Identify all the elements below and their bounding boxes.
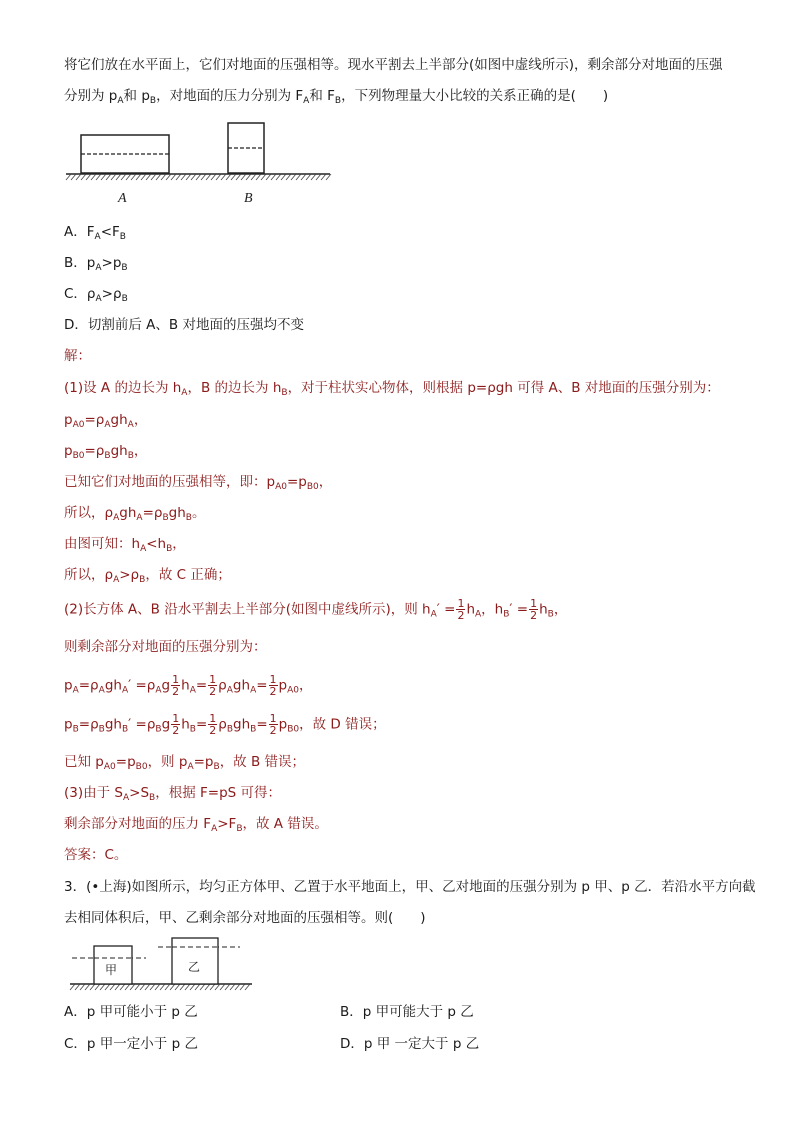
option-b[interactable]: B．$p_A>p_B$ bbox=[64, 255, 128, 273]
q3-option-c[interactable]: C．p 甲一定小于 p 乙 bbox=[64, 1036, 198, 1052]
q3-option-a[interactable]: A．p 甲可能小于 p 乙 bbox=[64, 1004, 198, 1020]
ground-hatch-mark bbox=[170, 984, 175, 990]
ground-hatch-mark bbox=[225, 984, 230, 990]
ground-hatch-mark bbox=[81, 174, 86, 180]
ground-hatch-mark bbox=[110, 984, 115, 990]
ground-hatch-mark bbox=[91, 174, 96, 180]
ground-hatch-mark bbox=[216, 174, 221, 180]
ground-hatch-mark bbox=[145, 984, 150, 990]
fraction-half: $\frac{1}{2}$ bbox=[209, 673, 217, 698]
label-a: A bbox=[118, 191, 127, 206]
remaining-pressure-heading: 则剩余部分对地面的压强分别为： bbox=[64, 639, 267, 655]
ground-hatch-mark bbox=[95, 984, 100, 990]
ground-hatch-mark bbox=[210, 984, 215, 990]
fraction-half: $\frac{1}{2}$ bbox=[269, 673, 277, 698]
ground-hatch-mark bbox=[271, 174, 276, 180]
ground-hatch-mark bbox=[326, 174, 331, 180]
ground-hatch-mark bbox=[301, 174, 306, 180]
ground-hatch-mark bbox=[130, 984, 135, 990]
equation-pa0: $p_{A0}=\rho_Agh_A$， bbox=[64, 412, 148, 430]
ground-hatch-mark bbox=[200, 984, 205, 990]
ground-hatch-mark bbox=[306, 174, 311, 180]
fraction-half: $\frac{1}{2}$ bbox=[457, 597, 465, 622]
ground-hatch-mark bbox=[175, 984, 180, 990]
option-c[interactable]: C．$\rho_A>\rho_B$ bbox=[64, 286, 128, 304]
known-equal-pressure: 已知它们对地面的压强相等，即：$p_{A0}=p_{B0}$， bbox=[64, 474, 333, 492]
ground-hatch-mark bbox=[131, 174, 136, 180]
ground-hatch-mark bbox=[70, 984, 75, 990]
ground-hatch-mark bbox=[166, 174, 171, 180]
ground-hatch-mark bbox=[226, 174, 231, 180]
option-a[interactable]: A．$F_A<F_B$ bbox=[64, 224, 126, 242]
ground-hatch-mark bbox=[90, 984, 95, 990]
ground-hatch-mark bbox=[141, 174, 146, 180]
figure-jia-yi bbox=[64, 936, 264, 996]
solution-step-2: (2)长方体 A、B 沿水平割去上半部分(如图中虚线所示)，则 $h_A'$ = $\frac{1}{2}$ $h_A$，$h_B'$ = $\frac{1}{2}$ $h_B$， bbox=[64, 597, 568, 622]
ground-hatch-mark bbox=[291, 174, 296, 180]
label-b: B bbox=[244, 191, 253, 206]
ground-hatch-mark bbox=[311, 174, 316, 180]
ground-hatch-mark bbox=[160, 984, 165, 990]
ground-hatch-mark bbox=[115, 984, 120, 990]
ground-hatch-mark bbox=[251, 174, 256, 180]
q3-option-d[interactable]: D．p 甲 一定大于 p 乙 bbox=[340, 1036, 480, 1052]
ground-hatch-mark bbox=[230, 984, 235, 990]
ground-hatch-mark bbox=[96, 174, 101, 180]
ground-hatch-mark bbox=[186, 174, 191, 180]
q3-text-line-2: 去相同体积后，甲、乙剩余部分对地面的压强相等。则( ) bbox=[64, 910, 426, 926]
ground-hatch-mark bbox=[266, 174, 271, 180]
ground-hatch-mark bbox=[206, 174, 211, 180]
ground-hatch-mark bbox=[211, 174, 216, 180]
ground-hatch-mark bbox=[156, 174, 161, 180]
ground-hatch-mark bbox=[201, 174, 206, 180]
ground-hatch-mark bbox=[321, 174, 326, 180]
ground-hatch-mark bbox=[136, 174, 141, 180]
fraction-half: $\frac{1}{2}$ bbox=[530, 597, 538, 622]
ground-hatch-mark bbox=[171, 174, 176, 180]
ground-hatch-mark bbox=[246, 174, 251, 180]
ground-hatch-mark bbox=[100, 984, 105, 990]
ground-hatch-mark bbox=[120, 984, 125, 990]
force-conclusion: 剩余部分对地面的压力 $F_A>F_B$，故 A 错误。 bbox=[64, 816, 328, 834]
ground-hatch-mark bbox=[155, 984, 160, 990]
ground-hatch-mark bbox=[80, 984, 85, 990]
question-text-line-1: 将它们放在水平面上，它们对地面的压强相等。现水平割去上半部分(如图中虚线所示)，剩余部分对地面的压强 bbox=[64, 57, 723, 73]
answer: 答案：C。 bbox=[64, 847, 128, 863]
ground-hatch-mark bbox=[241, 174, 246, 180]
ground-hatch-mark bbox=[195, 984, 200, 990]
fraction-half: $\frac{1}{2}$ bbox=[269, 712, 277, 737]
ground-hatch-mark bbox=[220, 984, 225, 990]
ground-hatch-mark bbox=[126, 174, 131, 180]
ground-hatch-mark bbox=[236, 174, 241, 180]
ground-hatch-mark bbox=[261, 174, 266, 180]
ground-hatch-mark bbox=[191, 174, 196, 180]
label-yi: 乙 bbox=[188, 960, 201, 974]
ground-hatch-mark bbox=[85, 984, 90, 990]
ground-hatch-mark bbox=[150, 984, 155, 990]
ground-hatch-mark bbox=[125, 984, 130, 990]
q3-text-line-1: 3．(•上海)如图所示，均匀正方体甲、乙置于水平地面上，甲、乙对地面的压强分别为 p 甲、p 乙．若沿水平方向截 bbox=[64, 879, 756, 895]
ground-hatch-mark bbox=[75, 984, 80, 990]
ground-hatch-mark bbox=[221, 174, 226, 180]
option-d[interactable]: D．切割前后 A、B 对地面的压强均不变 bbox=[64, 317, 304, 333]
ground-hatch-mark bbox=[181, 174, 186, 180]
ground-hatch-mark bbox=[106, 174, 111, 180]
ground-hatch-mark bbox=[185, 984, 190, 990]
so-equation-1: 所以，$\rho_Agh_A=\rho_Bgh_B$。 bbox=[64, 505, 206, 523]
equation-pb: $p_B=\rho_Bgh_B' =\rho_Bg$ $\frac{1}{2}$ $h_B=$ $\frac{1}{2}$ $\rho_Bgh_B=$ $\frac{1}{2}$ $p_{B0}$，故 D 错误； bbox=[64, 712, 386, 737]
ground-hatch-mark bbox=[105, 984, 110, 990]
solution-step-3: (3)由于 $S_A>S_B$，根据 F=pS 可得： bbox=[64, 785, 282, 803]
q3-option-b[interactable]: B．p 甲可能大于 p 乙 bbox=[340, 1004, 474, 1020]
ground-hatch-mark bbox=[111, 174, 116, 180]
question-text-line-2: 分别为 $p_A$和 $p_B$，对地面的压力分别为 $F_A$和 $F_B$，下列物理量大小比较的关系正确的是( ) bbox=[64, 88, 609, 106]
ground-hatch-mark bbox=[71, 174, 76, 180]
ground-hatch-mark bbox=[205, 984, 210, 990]
figure-conclusion: 由图可知：$h_A<h_B$， bbox=[64, 536, 186, 554]
ground-hatch-mark bbox=[140, 984, 145, 990]
ground-hatch-mark bbox=[161, 174, 166, 180]
ground-hatch-mark bbox=[86, 174, 91, 180]
figure-blocks-ab bbox=[64, 120, 334, 210]
ground-hatch-mark bbox=[316, 174, 321, 180]
ground-hatch-mark bbox=[256, 174, 261, 180]
ground-hatch-mark bbox=[235, 984, 240, 990]
equation-pa: $p_A=\rho_Agh_A' =\rho_Ag$ $\frac{1}{2}$ $h_A=$ $\frac{1}{2}$ $\rho_Agh_A=$ $\frac{1}{2}$ $p_{A0}$， bbox=[64, 673, 313, 698]
ground-hatch-mark bbox=[296, 174, 301, 180]
ground-hatch-mark bbox=[240, 984, 245, 990]
ground-hatch-mark bbox=[215, 984, 220, 990]
label-jia: 甲 bbox=[105, 963, 118, 977]
equation-pb0: $p_{B0}=\rho_Bgh_B$， bbox=[64, 443, 148, 461]
ground-hatch-mark bbox=[121, 174, 126, 180]
ground-hatch-mark bbox=[116, 174, 121, 180]
ground-hatch-mark bbox=[286, 174, 291, 180]
ground-hatch-mark bbox=[101, 174, 106, 180]
ground-hatch-mark bbox=[245, 984, 250, 990]
so-equation-2: 所以，$\rho_A>\rho_B$，故 C 正确； bbox=[64, 567, 231, 585]
fraction-half: $\frac{1}{2}$ bbox=[209, 712, 217, 737]
ground-hatch-mark bbox=[151, 174, 156, 180]
ground-hatch-mark bbox=[180, 984, 185, 990]
ground-hatch-mark bbox=[196, 174, 201, 180]
ground-hatch-mark bbox=[66, 174, 71, 180]
fraction-half: $\frac{1}{2}$ bbox=[172, 673, 180, 698]
solution-step-1: (1)设 A 的边长为 $h_A$，B 的边长为 $h_B$，对于柱状实心物体，则根据 p=ρgh 可得 A、B 对地面的压强分别为： bbox=[64, 380, 720, 398]
solution-heading: 解： bbox=[64, 348, 91, 364]
ground-hatch-mark bbox=[176, 174, 181, 180]
ground-hatch-mark bbox=[76, 174, 81, 180]
fraction-half: $\frac{1}{2}$ bbox=[172, 712, 180, 737]
known-equal-2: 已知 $p_{A0}=p_{B0}$，则 $p_A=p_B$，故 B 错误； bbox=[64, 754, 306, 772]
ground-hatch-mark bbox=[135, 984, 140, 990]
ground-hatch-mark bbox=[281, 174, 286, 180]
ground-hatch-mark bbox=[146, 174, 151, 180]
ground-hatch-mark bbox=[165, 984, 170, 990]
ground-hatch-mark bbox=[190, 984, 195, 990]
ground-hatch-mark bbox=[276, 174, 281, 180]
ground-hatch-mark bbox=[231, 174, 236, 180]
